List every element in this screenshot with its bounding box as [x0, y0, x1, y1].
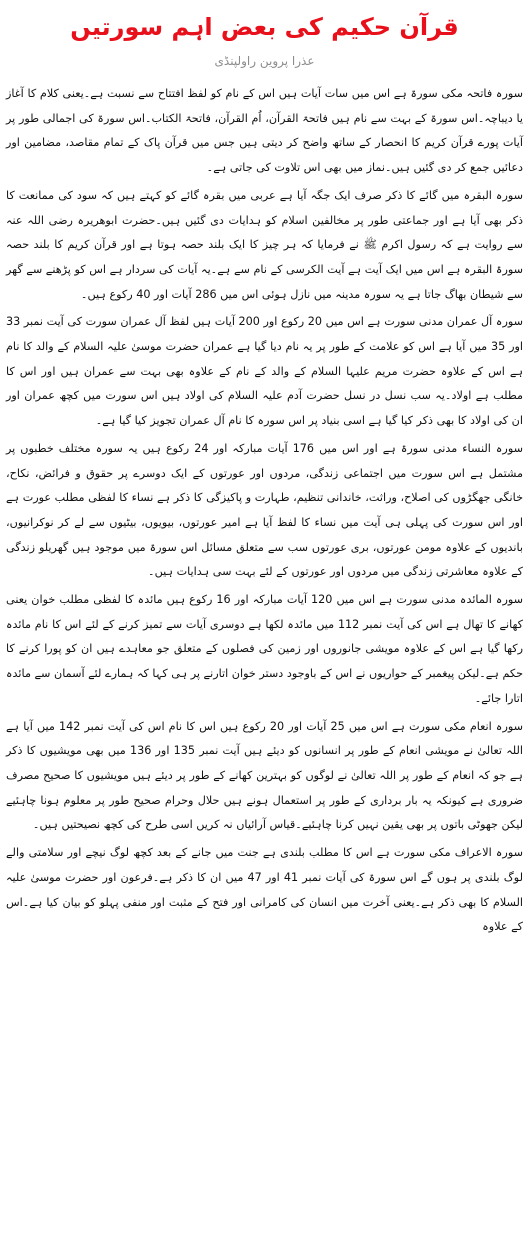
paragraph-baqarah: سورہ البقرہ میں گائے کا ذکر صرف ایک جگہ آیا ہے عربی میں بقرہ گائے کو کہتے ہیں کہ سود کی ممانعت کا ذکر بھی آیا ہے اور جماعتی طور پر مخالفین اسلام کو ہدایات دی گئیں ہیں۔حضرت ابوھریرہ رضی اللہ عنہ سے روایت ہے کہ رسول اکرم ﷺ نے فرمایا کہ ہر چیز کا ایک بلند حصہ ہوتا ہے اور قرآن کریم کا بلند حصہ سورۃ البقرہ ہے اس میں ایک آیت ہے آیت الکرسی کے نام سے ہے۔یہ آیات کی سردار ہے اس کو پڑھنے سے گھر سے شیطان بھاگ جاتا ہے یہ سورہ مدینہ میں نازل ہوئی اس میں 286 آیات اور 40 رکوع ہیں۔ — [6, 188, 523, 301]
paragraph-fatiha: سورہ فاتحہ مکی سورۃ ہے اس میں سات آیات ہیں اس کے نام کو لفظ افتتاح سے نسبت ہے۔یعنی کلام کا آغاز یا دیباچہ۔اس سورۃ کے بہت سے نام ہیں فاتحۃ القرآن، اُم القرآن، فاتحۃ الکتاب۔اس سورۃ کی اجمالی طور پر آیات پورے قرآن کریم کا انحصار کے ساتھ واضح کر دیتی ہیں جس میں قرآن پاک کے تمام مقاصد، مضامین اور دعائیں جمع کر دی گئیں ہیں۔نماز میں بھی اس تلاوت کی جاتی ہے۔ — [6, 87, 523, 175]
paragraph-araf: سورہ الاعراف مکی سورت ہے اس کا مطلب بلندی ہے جنت میں جانے کے بعد کچھ لوگ نیچے اور سلامتی والے لوگ بلندی پر ہوں گے اس سورۃ کی آیات نمبر 41 اور 47 میں ان کا ذکر ہے۔فرعون اور حضرت موسیٰ علیہ السلام کا بھی ذکر ہے۔یعنی آخرت میں انسان کی کامرانی اور فتح کے مثبت اور منفی پہلو کو بیان کیا ہے۔اس کے علاوہ — [6, 846, 523, 934]
article-body — [6, 82, 523, 940]
paragraph-anam: سورہ انعام مکی سورت ہے اس میں 25 آیات اور 20 رکوع ہیں اس کا نام اس کی آیت نمبر 142 میں آیا ہے اللہ تعالیٰ نے مویشی انعام کے طور پر انسانوں کو دیئے ہیں آیت نمبر 135 اور 136 میں بھی مویشیوں کا ذکر ہے جو کہ انعام کے طور پر اللہ تعالیٰ نے لوگوں کو بہترین کھانے کے طور پر دیئے ہیں مویشیوں کا صحیح مصرف ضروری ہے کیونکہ یہ بار برداری کے طور پر استعمال ہونے ہیں حلال وحرام صحیح طور پر معلوم ہونا چاہئیے لیکن جھوٹی باتوں پر بھی یقین نہیں کرنا چاہئیے۔قیاس آرائیاں نہ کریں اسی طرح کی کچھ نصیحتیں ہیں۔ — [6, 719, 524, 832]
paragraph-maidah: سورہ المائدہ مدنی سورت ہے اس میں 120 آیات مبارکہ اور 16 رکوع ہیں مائدہ کا لفظی مطلب خوان یعنی کھانے کا تھال ہے اس کی آیت نمبر 112 میں مائدہ لکھا ہے دوسری آیات سے تمیز کرنے کے لئے اس کا نام مائدہ رکھا گیا ہے اس کے علاوہ مویشی جانوروں اور زمین کی فصلوں کے متعلق جو معاہدے ہیں ان کو پورا کرنے کا حکم ہے۔لیکن پیغمبر کے حواریوں نے اس کے باوجود دستر خوان اتارنے پر ہی کہا کہ ہمارے لئے آسمان سے مائدہ اتارا جائے۔ — [6, 593, 524, 705]
paragraph-nisa: سورہ النساء مدنی سورۃ ہے اور اس میں 176 آیات مبارکہ اور 24 رکوع ہیں یہ سورہ مختلف خطبوں پر مشتمل ہے اس سورت میں اجتماعی زندگی، مردوں اور عورتوں کے ایک دوسرے پر حقوق و فرائض، نکاح، خانگی جھگڑوں کی اصلاح، وراثت، خاندانی تنظیم، طہارت و پاکیزگی کا ذکر ہے نساء کا لفظی مطلب عورت ہے اور اس سورت کی پہلی ہی آیت میں نساء کا لفظ آیا ہے امیر عورتوں، بیویوں، بیٹیوں سے لے کر نوکرانیوں، باندیوں کے علاوہ مومن عورتوں، بری عورتوں سب سے متعلق مسائل اس سورۃ میں موجود ہیں گھریلو زندگی کے علاوہ معاشرتی زندگی میں مردوں اور عورتوں کے لئے بہت سی ہدایات ہیں۔ — [6, 441, 523, 579]
paragraph-al-imran: سورہ آل عمران مدنی سورت ہے اس میں 20 رکوع اور 200 آیات ہیں لفظ آل عمران سورت کی آیت نمبر 33 اور 35 میں آیا ہے اس کو علامت کے طور پر یہ نام دیا گیا ہے عمران حضرت موسیٰ علیہ السلام کے والد کا نام ہے اس کے علاوہ حضرت مریم علیہا السلام کے والد کے نام کے علاوہ بھی بہت سے عمران ہیں اور اس کا مطلب ہے اولاد۔یہ سب نسل در نسل حضرت آدم علیہ السلام کی اولاد ہیں اس سورت میں کچھ عمران اور ان کی اولاد کا بھی ذکر کیا گیا ہے اسی بنیاد پر اس سورہ کا نام آل عمران تجویز کیا گیا ہے۔ — [6, 315, 524, 428]
author-byline: عذرا پروین راولپنڈی — [214, 54, 315, 68]
article-title: قرآن حکیم کی بعض اہم سورتیں — [70, 13, 459, 41]
